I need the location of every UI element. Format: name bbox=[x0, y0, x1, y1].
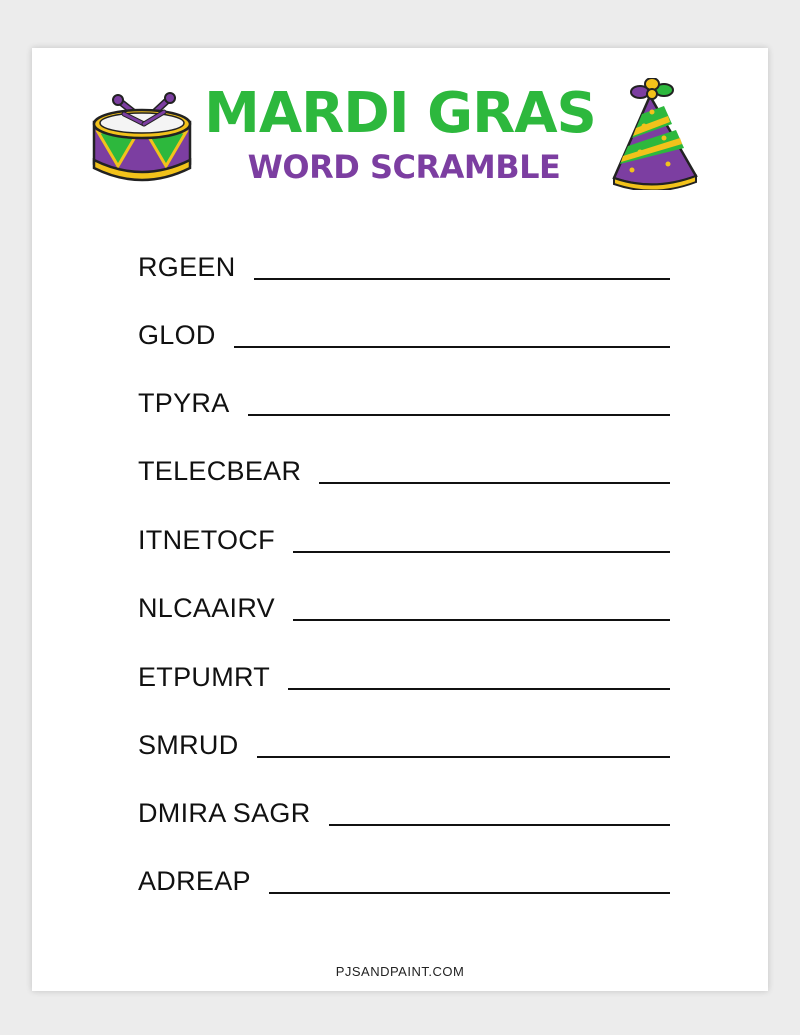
scrambled-word: NLCAAIRV bbox=[138, 593, 275, 623]
answer-line[interactable] bbox=[257, 756, 671, 758]
scramble-row bbox=[138, 860, 670, 896]
scramble-row bbox=[138, 246, 670, 282]
scramble-row bbox=[138, 792, 670, 828]
scrambled-word: ITNETOCF bbox=[138, 525, 275, 555]
answer-line[interactable] bbox=[234, 346, 670, 348]
footer-site: PJSANDPAINT.COM bbox=[335, 964, 465, 979]
scrambled-word: SMRUD bbox=[138, 730, 239, 760]
scrambled-word: TELECBEAR bbox=[138, 456, 302, 486]
scramble-row bbox=[138, 382, 670, 418]
scramble-row bbox=[138, 314, 670, 350]
scramble-row bbox=[138, 724, 670, 760]
scrambled-word: DMIRA SAGR bbox=[138, 798, 311, 828]
scrambled-word: GLOD bbox=[138, 320, 216, 350]
page-title: MARDI GRAS bbox=[204, 81, 596, 146]
scramble-row bbox=[138, 587, 670, 623]
scrambled-word: ETPUMRT bbox=[138, 662, 271, 692]
answer-line[interactable] bbox=[254, 278, 670, 280]
scrambled-word: TPYRA bbox=[138, 388, 230, 418]
page-subtitle: WORD SCRAMBLE bbox=[247, 148, 561, 186]
answer-line[interactable] bbox=[248, 414, 670, 416]
scrambled-word: ADREAP bbox=[138, 866, 251, 896]
answer-line[interactable] bbox=[288, 688, 670, 690]
scrambled-word: RGEEN bbox=[138, 252, 236, 282]
scramble-row bbox=[138, 656, 670, 692]
scramble-row bbox=[138, 450, 670, 486]
answer-line[interactable] bbox=[319, 482, 670, 484]
answer-line[interactable] bbox=[293, 619, 670, 621]
answer-line[interactable] bbox=[269, 892, 670, 894]
answer-line[interactable] bbox=[293, 551, 670, 553]
answer-line[interactable] bbox=[329, 824, 670, 826]
scramble-row bbox=[138, 519, 670, 555]
